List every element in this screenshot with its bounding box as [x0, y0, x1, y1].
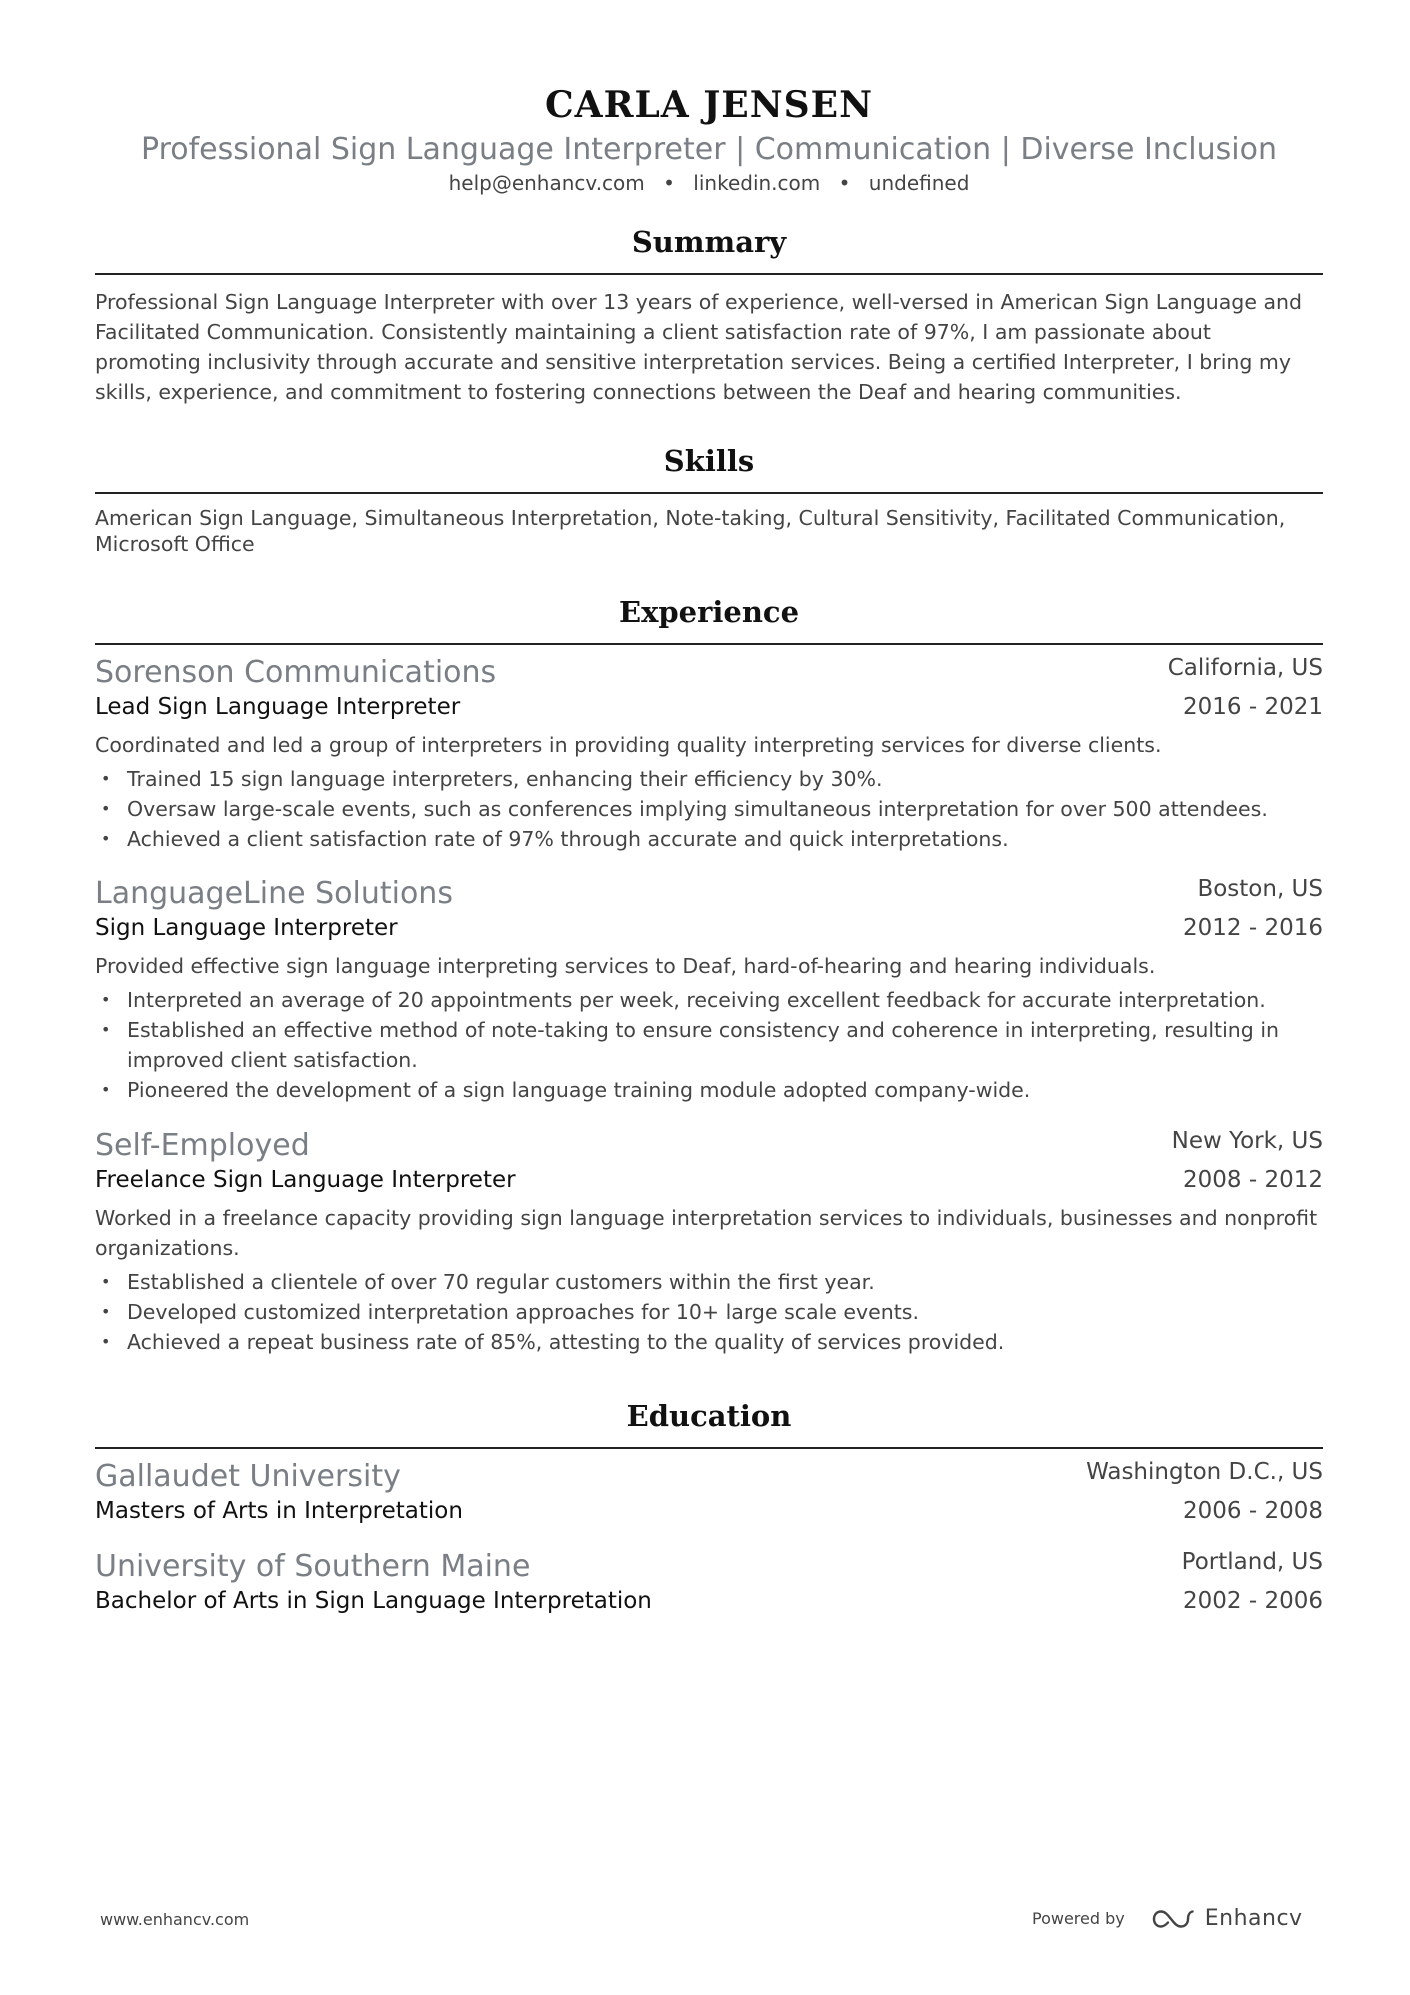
school-location: Washington D.C., US	[1086, 1459, 1323, 1485]
list-item: • Developed customized interpretation approaches for 10+ large scale events.	[95, 1297, 1323, 1327]
contact-line	[95, 171, 1323, 195]
degree: Bachelor of Arts in Sign Language Interpretation	[95, 1588, 652, 1614]
job-location: New York, US	[1171, 1128, 1323, 1154]
contact-email[interactable]: help@enhancv.com	[448, 171, 645, 195]
experience-heading: Experience	[618, 595, 800, 629]
school-name: University of Southern Maine	[95, 1549, 531, 1584]
enhancv-logo-icon	[1151, 1907, 1197, 1931]
job-role: Lead Sign Language Interpreter	[95, 694, 461, 720]
section-divider	[95, 492, 1323, 494]
job-company: LanguageLine Solutions	[95, 876, 453, 911]
degree: Masters of Arts in Interpretation	[95, 1498, 463, 1524]
section-divider	[95, 643, 1323, 645]
job-location: Boston, US	[1197, 876, 1323, 902]
job-bullets	[95, 764, 1323, 854]
job-description: Worked in a freelance capacity providing sign language interpretation services to individuals, businesses and nonprofit organizations.	[95, 1206, 1318, 1260]
brand-name: Enhancv	[1204, 1906, 1303, 1931]
job-company: Sorenson Communications	[95, 655, 497, 690]
job-dates: 2016 - 2021	[1183, 694, 1323, 720]
enhancv-logo[interactable]	[1151, 1906, 1303, 1931]
separator-dot: •	[838, 171, 851, 195]
candidate-name: CARLA JENSEN	[544, 84, 873, 126]
list-item: • Established an effective method of note-taking to ensure consistency and coherence in interpreting, resulting in improved client satisfaction.	[95, 1015, 1323, 1075]
list-item: • Trained 15 sign language interpreters, enhancing their efficiency by 30%.	[95, 764, 1323, 794]
school-dates: 2006 - 2008	[1183, 1498, 1323, 1524]
job-dates: 2012 - 2016	[1183, 915, 1323, 941]
skills-heading: Skills	[663, 444, 755, 478]
footer-powered	[1032, 1906, 1303, 1931]
separator-dot: •	[663, 171, 675, 195]
powered-by-label: Powered by	[1032, 1909, 1125, 1928]
job-bullets	[95, 1267, 1323, 1357]
section-divider	[95, 1447, 1323, 1449]
list-item: • Achieved a repeat business rate of 85%, attesting to the quality of services provided.	[95, 1327, 1323, 1357]
summary-text: Professional Sign Language Interpreter with over 13 years of experience, well-versed in American Sign Language and Facilitated Communication. Consistently maintaining a client satisfaction rate of 97%, I am passionate about promoting inclusivity through accurate and sensitive interpretation services. Being a certified Interpreter, I bring my skills, experience, and commitment to fostering connections between the Deaf and hearing communities.	[95, 290, 1303, 404]
job-company: Self-Employed	[95, 1128, 310, 1163]
list-item: • Pioneered the development of a sign language training module adopted company-wide.	[95, 1075, 1323, 1105]
job-bullets	[95, 985, 1323, 1105]
job-location: California, US	[1167, 655, 1323, 681]
job-description: Provided effective sign language interpreting services to Deaf, hard-of-hearing and hearing individuals.	[95, 954, 1156, 978]
school-name: Gallaudet University	[95, 1459, 401, 1494]
list-item: • Achieved a client satisfaction rate of 97% through accurate and quick interpretations.	[95, 824, 1323, 854]
school-dates: 2002 - 2006	[1183, 1588, 1323, 1614]
list-item: • Interpreted an average of 20 appointments per week, receiving excellent feedback for accurate interpretation.	[95, 985, 1323, 1015]
skills-text: American Sign Language, Simultaneous Interpretation, Note-taking, Cultural Sensitivity, Facilitated Communication, Microsoft Office	[95, 506, 1286, 556]
job-role: Freelance Sign Language Interpreter	[95, 1167, 516, 1193]
candidate-tagline: Professional Sign Language Interpreter | Communication | Diverse Inclusion	[141, 132, 1277, 167]
footer-website[interactable]: www.enhancv.com	[100, 1910, 250, 1929]
job-dates: 2008 - 2012	[1183, 1167, 1323, 1193]
education-heading: Education	[626, 1399, 792, 1433]
contact-linkedin[interactable]: linkedin.com	[693, 171, 821, 195]
list-item: • Oversaw large-scale events, such as conferences implying simultaneous interpretation for over 500 attendees.	[95, 794, 1323, 824]
job-role: Sign Language Interpreter	[95, 915, 398, 941]
job-description: Coordinated and led a group of interpreters in providing quality interpreting services for diverse clients.	[95, 733, 1162, 757]
section-divider	[95, 273, 1323, 275]
contact-extra: undefined	[868, 171, 970, 195]
summary-heading: Summary	[631, 225, 787, 259]
list-item: • Established a clientele of over 70 regular customers within the first year.	[95, 1267, 1323, 1297]
school-location: Portland, US	[1181, 1549, 1323, 1575]
